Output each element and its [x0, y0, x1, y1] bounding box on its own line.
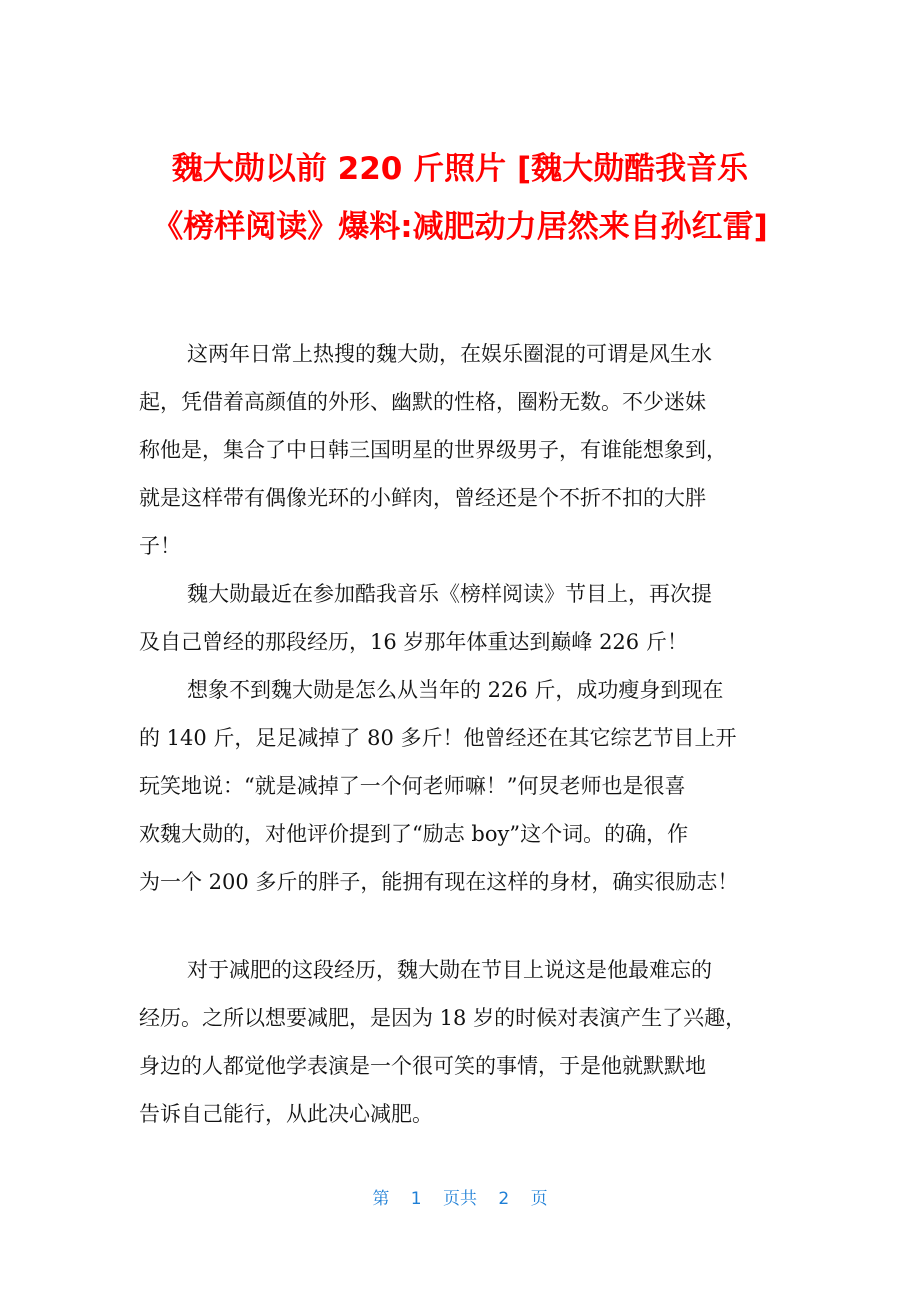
text-line: 称他是，集合了中日韩三国明星的世界级男子，有谁能想象到，	[139, 438, 727, 462]
text-line: 魏大勋最近在参加酷我音乐《榜样阅读》节目上，再次提	[187, 582, 712, 606]
text-line: 身边的人都觉他学表演是一个很可笑的事情，于是他就默默地	[139, 1054, 706, 1078]
footer-prefix: 第	[372, 1189, 390, 1209]
text-line: 经历。之所以想要减肥，是因为 18 岁的时候对表演产生了兴趣，	[139, 1006, 747, 1030]
total-pages-number: 2	[498, 1189, 510, 1209]
current-page-number: 1	[410, 1189, 422, 1209]
text-line: 子！	[139, 534, 181, 558]
text-line: 对于减肥的这段经历，魏大勋在节目上说这是他最难忘的	[187, 958, 712, 982]
text-line: 想象不到魏大勋是怎么从当年的 226 斤，成功瘦身到现在	[187, 678, 724, 702]
title-line-1: 魏大勋以前 220 斤照片 [魏大勋酷我音乐	[171, 151, 749, 187]
text-line: 这两年日常上热搜的魏大勋，在娱乐圈混的可谓是风生水	[187, 342, 712, 366]
text-line: 为一个 200 多斤的胖子，能拥有现在这样的身材，确实很励志！	[139, 870, 739, 894]
text-line: 欢魏大勋的，对他评价提到了“励志 boy”这个词。的确，作	[139, 822, 689, 846]
document-title	[120, 140, 800, 256]
text-line: 起，凭借着高颜值的外形、幽默的性格，圈粉无数。不少迷妹	[139, 390, 706, 414]
article-body	[139, 330, 789, 1138]
page-footer	[0, 1184, 920, 1209]
paragraph-2	[139, 570, 789, 666]
text-line: 及自己曾经的那段经历，16 岁那年体重达到巅峰 226 斤！	[139, 630, 688, 654]
paragraph-4	[139, 946, 789, 1138]
text-line: 告诉自己能行，从此决心减肥。	[139, 1102, 433, 1126]
paragraph-3	[139, 666, 789, 906]
paragraph-gap	[139, 906, 789, 946]
paragraph-1	[139, 330, 789, 570]
text-line: 玩笑地说：“就是减掉了一个何老师嘛！”何炅老师也是很喜	[139, 774, 686, 798]
text-line: 就是这样带有偶像光环的小鲜肉，曾经还是个不折不扣的大胖	[139, 486, 706, 510]
footer-suffix: 页	[530, 1189, 548, 1209]
footer-middle: 页共	[443, 1189, 477, 1209]
title-line-2: 《榜样阅读》爆料:减肥动力居然来自孙红雷]	[152, 209, 768, 245]
text-line: 的 140 斤，足足减掉了 80 多斤！他曾经还在其它综艺节目上开	[139, 726, 737, 750]
